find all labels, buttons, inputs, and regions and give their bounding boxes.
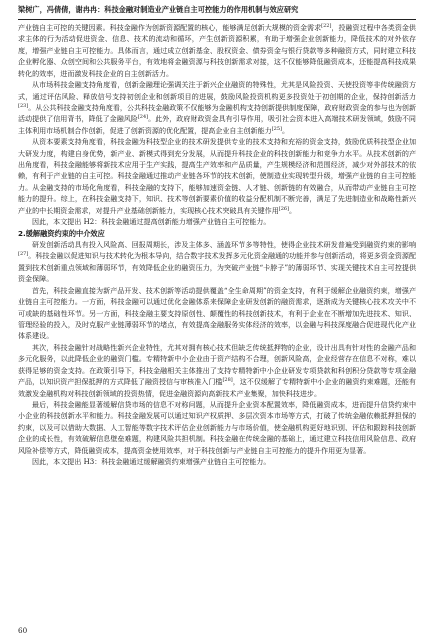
hypothesis-h3: 因此，本文提出 H3：科技金融通过缓解融资约束增强产业链自主可控能力。 [32, 457, 271, 467]
body-paragraph: 产业链自主可控的关键因素。科技金融作为创新资源配置的核心，能够满足创新大规模的资金需求[22]，投融资过程中各类资金供求主体的行为活动促进资金、信息、技术的流动和循环，产生创新资源积累，有助于增强企业创新能力，降低技术的对外依存度，增强产业链自主可控能力。具体而言，通过成立创新基金、股权资金、债券资金与银行贷款等多种融资方式，同时建立科技企业孵化器、众创空间和公共服务平台，有效地将金融资源与科技创新需求对接，这不仅能够降低融资成本，还能提高科技成果转化的效率，进而激发科技企业的自主创新活力。 [18, 23, 416, 78]
running-header: 梁树广，冯倩倩，谢冉冉：科技金融对制造业产业链自主可控能力的作用机制与效应研究 [18, 5, 299, 14]
body-paragraph: 从资本要素支持角度看，科技金融为科技型企业的技术研发提供专业的技术支持和充裕的资金支持，鼓励优质科技型企业加大研发力度，构建自身优势，新产业、新模式得到充分发展，从而提升科技企业的科技创新能力和竞争力水平。从技术创新的产出角度看，科技金融能够将新技术应用于生产实践，提高生产效率和产品质量，产生规模经济和范围经济，减少对外部技术的依赖，有利于产业链的自主可控。科技金融通过推动产业链各环节的技术创新，使制造业实现转型升级，增强产业链的自主可控能力。从金融支持的市场化角度看，科技金融的支持下，能够加速资金链、人才链、创新链的有效融合，从而带动产业链自主可控能力的提升。综上，在科技金融支持下，知识、技术等创新要素价值的收益分配机制不断完善，满足了先进制造业和战略性新兴产业的中长期资金需求，对提升产业基础创新能力，实现核心技术突破具有关键作用[26]。 [18, 137, 416, 215]
citation-marker: [24] [137, 114, 149, 121]
body-paragraph: 从市场科技金融支持角度看，创新金融理论强调关注于新兴企业融资的特殊性，尤其是风险投资、天使投资等非传统融资方式，通过评估风险、释放信号支持初创企业和创新项目的进展，鼓励风险投资机构更多投资处于初创期的企业，保持创新活力[23]。从公共科技金融支持角度看，公共科技金融政策不仅能够为金融机构支持创新提供制度保障，政府财政资金的参与也为创新活动提供了信用背书，降低了金融风险[24]。此外，政府财政资金具有引导作用，吸引社会资本进入高端技术研发领域，鼓励不同主体利用市场机制合作创新，促进了创新资源的优化配置，提高企业自主创新能力[25]。 [18, 80, 416, 135]
body-paragraph: 首先，科技金融直接为新产品开发、技术创新等活动提供覆盖“全生命周期”的资金支持，有利于缓解企业融资约束，增强产业链自主可控能力。一方面，科技金融可以通过优化金融体系来保障企业研发创新的融资需求，逐渐成为关键核心技术攻关中不可或缺的基础性环节。另一方面，科技金融主要支持原创性、颠覆性的科技创新技术，有利于企业在不断增加先进技术、知识、管理经验的投入，及时克服产业链薄弱环节的堵点，有效提高金融服务实体经济的效率，以金融与科技深度融合促进现代化产业体系建设。 [18, 285, 416, 341]
citation-marker: [26] [278, 205, 290, 212]
body-paragraph: 最后，科技金融能显著缓解信贷市场的信息不对称问题，从而提升企业资本配置效率，降低融资成本，进而提升信贷约束中小企业的科技创新水平和能力。科技金融发展可以通过知识产权质押、多层次资本市场等方式，打破了传统金融依赖抵押担保的约束，以及可以借助大数据、人工智能等数字技术评估企业创新能力与市场价值，使金融机构更好地识别、评估和跟踪科技创新企业的成长性，有效破解信息壁垒难题，构建风险共担机制。科技金融在传统金融的基础上，通过建立科技信用风险信息、政府风险补偿等方式，降低融资成本，提高资金使用效率，对于科技创新与产业链自主可控能力的提升作用更为显著。 [18, 399, 416, 455]
citation-marker: [25] [271, 125, 282, 132]
body-paragraph: 研发创新活动具有投入风险高、回报周期长，涉及主体多、涵盖环节多等特性，使得企业技术研发普遍受到融资约束的影响[27]。科技金融以促进知识与技术转化为根本导向，结合数字技术发挥多元化资金融通的功能并参与创新活动，将更多资金资源配置到技术创新重点领域和薄弱环节，有效降低企业的融资压力，为突破产业链“卡脖子”的薄弱环节、实现关键技术自主可控提供资金保障。 [18, 240, 416, 284]
header-divider [18, 19, 416, 20]
citation-marker: [22] [321, 23, 332, 29]
citation-marker: [23] [18, 102, 29, 109]
body-paragraph: 其次，科技金融针对战略性新兴企业特性，尤其对拥有核心技术但缺乏传统抵押物的企业，设计出具有针对性的金融产品和多元化服务，以此降低企业的融资门槛。专精特新中小企业由于资产结构不合理，创新风险高，企业经营存在信息不对称，难以获得足够的资金支持。在政策引导下，科技金融相关主体推出了支持专精特新中小企业研发专项贷款和科创积分贷款等专项金融产品，以知识资产担保抵押的方式降低了融资授信与审核准入门槛[28]，这不仅缓解了专精特新中小企业的融资约束难题，还能有效激发金融机构对科技创新领域的投资热情，促进金融资源向高新技术产业集聚，加快科技进步。 [18, 342, 416, 398]
article-body [18, 22, 416, 467]
citation-marker: [27] [18, 251, 29, 258]
section-heading: 2.缓解融资约束的中介效应 [18, 228, 105, 238]
citation-marker: [28] [222, 377, 233, 384]
page-number: 60 [18, 626, 28, 635]
hypothesis-h2: 因此，本文提出 H2：科技金融通过提高创新能力增强产业链自主可控能力。 [32, 217, 271, 227]
